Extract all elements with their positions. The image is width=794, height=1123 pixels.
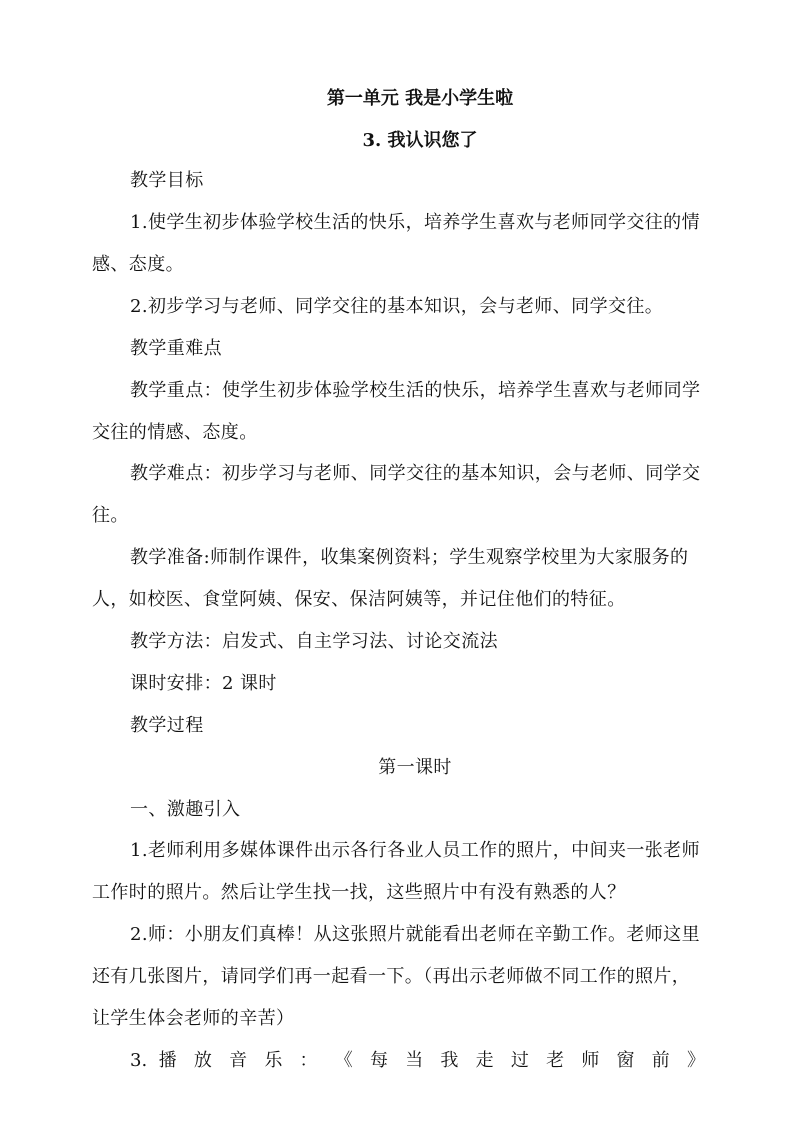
paragraph-line: 往。 [92, 505, 129, 526]
paragraph-line: 教学难点：初步学习与老师、同学交往的基本知识，会与老师、同学交 [130, 463, 701, 484]
paragraph-line: 3. 播 放 音 乐 ： 《 每 当 我 走 过 老 师 窗 前 》 [130, 1050, 705, 1071]
unit-title: 第一单元 我是小学生啦 [326, 88, 514, 109]
paragraph-line: 交往的情感、态度。 [92, 422, 258, 443]
paragraph-line: 2.师：小朋友们真棒！从这张照片就能看出老师在辛勤工作。老师这里 [130, 924, 700, 945]
paragraph-line: 2.初步学习与老师、同学交往的基本知识，会与老师、同学交往。 [130, 296, 664, 317]
section-heading-goals: 教学目标 [130, 170, 204, 191]
paragraph-line: 1.老师利用多媒体课件出示各行各业人员工作的照片，中间夹一张老师 [130, 840, 700, 861]
section-heading-key-points: 教学重难点 [130, 338, 222, 359]
paragraph-line: 课时安排：2 课时 [130, 673, 277, 694]
section-heading-intro: 一、激趣引入 [130, 799, 241, 820]
lesson-title: 3. 我认识您了 [362, 130, 478, 151]
paragraph-line: 教学准备:师制作课件，收集案例资料；学生观察学校里为大家服务的 [130, 547, 689, 568]
paragraph-line: 教学重点：使学生初步体验学校生活的快乐，培养学生喜欢与老师同学 [130, 380, 701, 401]
paragraph-line: 让学生体会老师的辛苦） [92, 1008, 295, 1029]
lesson-period-heading: 第一课时 [378, 757, 452, 778]
paragraph-line: 工作时的照片。然后让学生找一找，这些照片中有没有熟悉的人？ [92, 882, 626, 903]
paragraph-line: 人，如校医、食堂阿姨、保安、保洁阿姨等，并记住他们的特征。 [92, 589, 626, 610]
paragraph-line: 教学方法：启发式、自主学习法、讨论交流法 [130, 631, 498, 652]
section-heading-process: 教学过程 [130, 715, 204, 736]
paragraph-line: 还有几张图片，请同学们再一起看一下。（再出示老师做不同工作的照片， [92, 966, 691, 987]
paragraph-line: 感、态度。 [92, 254, 184, 275]
paragraph-line: 1.使学生初步体验学校生活的快乐，培养学生喜欢与老师同学交往的情 [130, 212, 700, 233]
